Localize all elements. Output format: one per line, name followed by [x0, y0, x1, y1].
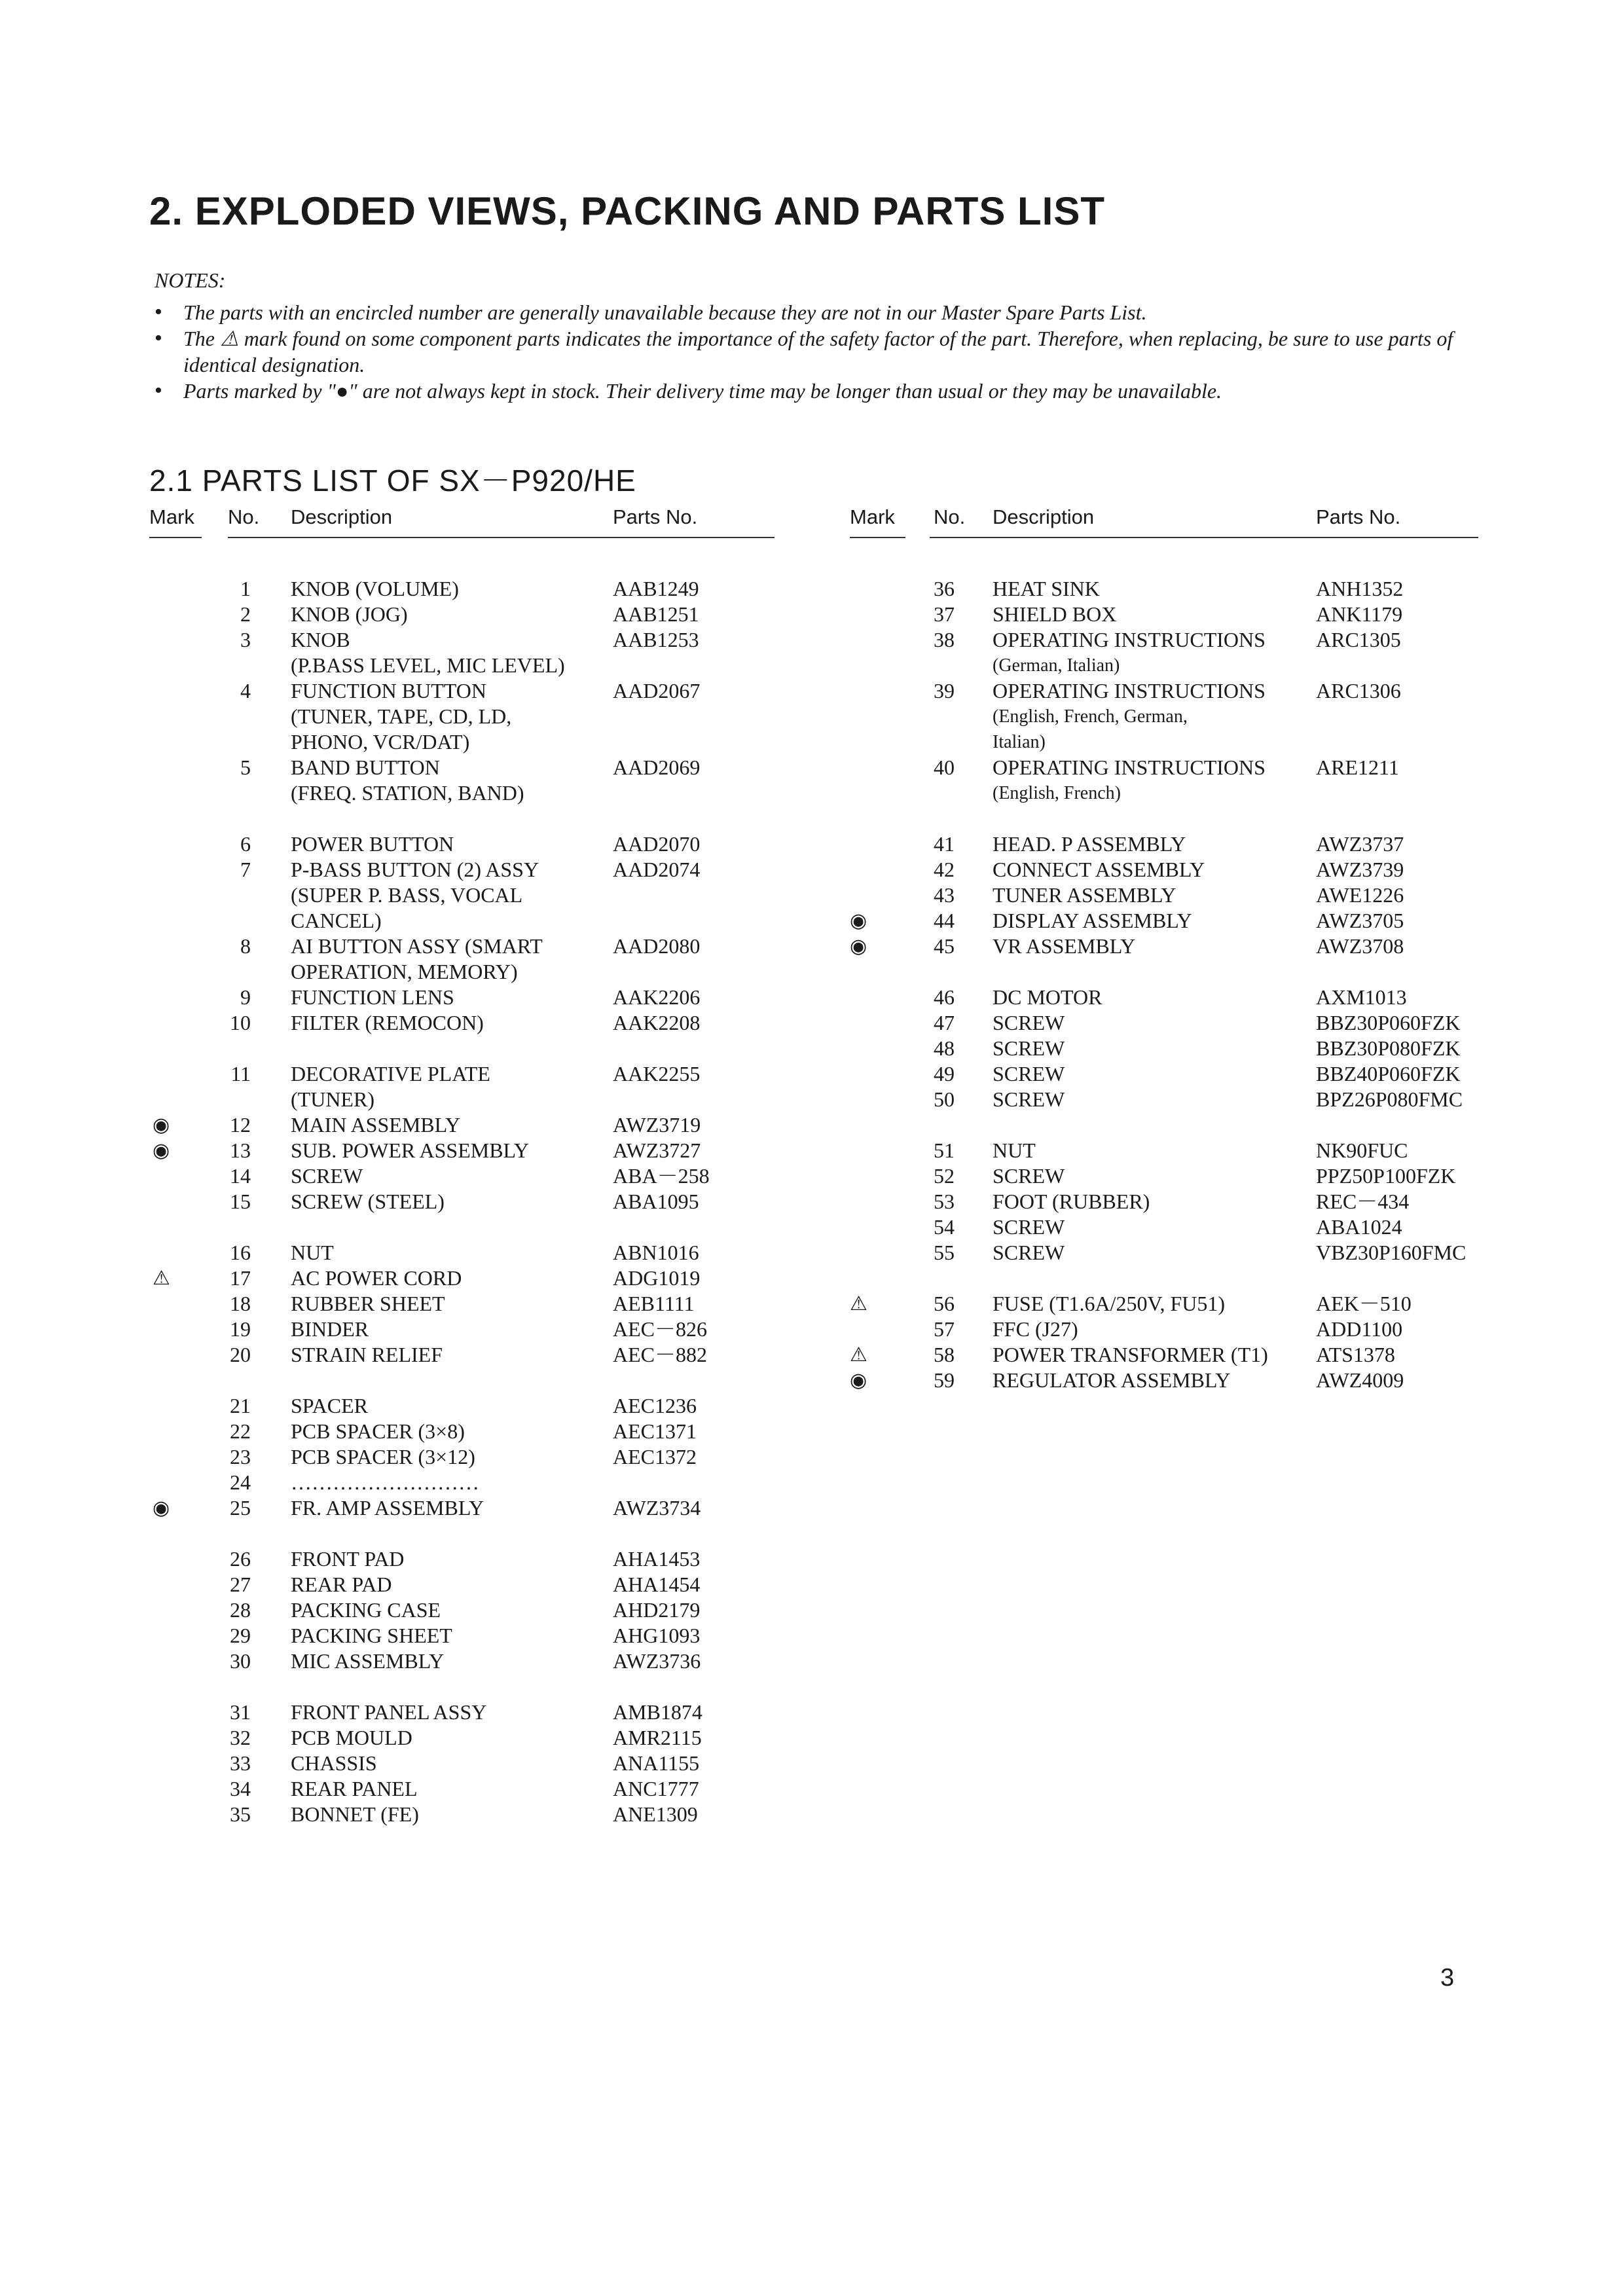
row-number: 16: [230, 1241, 251, 1264]
table-row: [149, 576, 775, 602]
row-parts-no: AAK2255: [613, 1062, 701, 1085]
row-number: 53: [934, 1190, 955, 1213]
row-description: P-BASS BUTTON (2) ASSY: [291, 858, 539, 881]
row-mark: ⚠: [850, 1293, 867, 1315]
table-row: [149, 1495, 775, 1521]
row-parts-no: AWZ3727: [613, 1139, 701, 1162]
row-number: 44: [934, 909, 955, 932]
row-parts-no: AWZ3734: [613, 1496, 701, 1520]
table-row: [850, 1342, 1478, 1368]
row-description: NUT: [291, 1241, 334, 1264]
table-row: [149, 627, 775, 653]
table-row: [850, 831, 1478, 857]
row-description: SUB. POWER ASSEMBLY: [291, 1139, 529, 1162]
row-parts-no: BBZ30P080FZK: [1316, 1036, 1461, 1060]
row-description: (TUNER, TAPE, CD, LD,: [291, 704, 512, 728]
table-row: [149, 831, 775, 857]
row-parts-no: ANH1352: [1316, 577, 1404, 600]
row-parts-no: AWZ3705: [1316, 909, 1404, 932]
row-description: KNOB: [291, 628, 350, 651]
row-description: SCREW (STEEL): [291, 1190, 445, 1213]
row-number: 5: [240, 756, 251, 779]
row-number: 59: [934, 1368, 955, 1392]
table-row: [850, 1214, 1478, 1240]
row-description: PCB SPACER (3×8): [291, 1419, 465, 1443]
row-description: AC POWER CORD: [291, 1266, 462, 1290]
row-parts-no: ABA1095: [613, 1190, 699, 1213]
table-row: [850, 985, 1478, 1010]
row-description: CONNECT ASSEMBLY: [993, 858, 1205, 881]
row-number: 58: [934, 1343, 955, 1366]
row-number: 37: [934, 602, 955, 626]
row-description: SCREW: [993, 1062, 1065, 1085]
table-row: [149, 1470, 775, 1495]
table-row: [850, 729, 1478, 755]
row-parts-no: AWZ3736: [613, 1649, 701, 1673]
table-row: [149, 883, 775, 908]
row-number: 41: [934, 832, 955, 856]
row-parts-no: ANE1309: [613, 1802, 698, 1826]
table-row: [149, 908, 775, 934]
table-row: [149, 985, 775, 1010]
row-description: (TUNER): [291, 1087, 374, 1111]
table-row: [149, 1317, 775, 1342]
row-parts-no: AAD2080: [613, 934, 701, 958]
table-row: [850, 857, 1478, 883]
row-parts-no: AWZ3708: [1316, 934, 1404, 958]
row-number: 8: [240, 934, 251, 958]
row-parts-no: AAB1249: [613, 577, 699, 600]
row-description: FOOT (RUBBER): [993, 1190, 1150, 1213]
row-description: PCB MOULD: [291, 1726, 412, 1749]
row-mark: ◉: [153, 1140, 170, 1161]
table-row: [149, 1112, 775, 1138]
row-parts-no: ABA－258: [613, 1164, 710, 1188]
row-number: 13: [230, 1139, 251, 1162]
row-number: 19: [230, 1317, 251, 1341]
row-parts-no: AEC1236: [613, 1394, 697, 1417]
row-description: SCREW: [291, 1164, 363, 1188]
row-number: 25: [230, 1496, 251, 1520]
row-number: 32: [230, 1726, 251, 1749]
row-description: REGULATOR ASSEMBLY: [993, 1368, 1231, 1392]
table-row: [149, 1163, 775, 1189]
header-underline: [930, 537, 1478, 538]
row-number: 55: [934, 1241, 955, 1264]
row-parts-no: AAK2208: [613, 1011, 701, 1034]
row-number: 1: [240, 577, 251, 600]
note-item: • The ⚠ mark found on some component parts indicates the importance of the safety factor of the part. Therefore, when replacing, be sure to use parts of identical designation.: [155, 325, 1490, 378]
row-parts-no: ATS1378: [1316, 1343, 1395, 1366]
row-description: KNOB (JOG): [291, 602, 408, 626]
table-row: [149, 1138, 775, 1163]
table-body: [149, 576, 775, 1827]
row-number: 48: [934, 1036, 955, 1060]
row-description: MIC ASSEMBLY: [291, 1649, 445, 1673]
row-description: CHASSIS: [291, 1751, 377, 1775]
row-description: Italian): [993, 732, 1046, 752]
header-description: Description: [993, 505, 1095, 528]
table-header: [149, 503, 775, 537]
row-description: DISPLAY ASSEMBLY: [993, 909, 1192, 932]
table-row: [149, 1572, 775, 1597]
row-description: (German, Italian): [993, 655, 1120, 676]
table-row: [149, 729, 775, 755]
row-parts-no: AHG1093: [613, 1624, 701, 1647]
row-mark: ⚠: [850, 1344, 867, 1366]
row-description: SHIELD BOX: [993, 602, 1117, 626]
table-row: [149, 1342, 775, 1368]
row-parts-no: AEB1111: [613, 1292, 695, 1315]
row-description: STRAIN RELIEF: [291, 1343, 443, 1366]
row-number: 36: [934, 577, 955, 600]
table-row: [149, 755, 775, 780]
table-row: [850, 678, 1478, 704]
table-row: [149, 1751, 775, 1776]
table-row: [850, 653, 1478, 678]
row-description: (SUPER P. BASS, VOCAL: [291, 883, 523, 907]
row-parts-no: ARC1306: [1316, 679, 1401, 702]
row-description: REAR PANEL: [291, 1777, 418, 1800]
row-number: 51: [934, 1139, 955, 1162]
row-number: 34: [230, 1777, 251, 1800]
table-row: [149, 1266, 775, 1291]
row-number: 57: [934, 1317, 955, 1341]
row-parts-no: AEC1371: [613, 1419, 697, 1443]
row-parts-no: AWE1226: [1316, 883, 1404, 907]
table-row: [149, 602, 775, 627]
row-number: 12: [230, 1113, 251, 1137]
row-number: 47: [934, 1011, 955, 1034]
header-underline: [228, 537, 775, 538]
row-description: BAND BUTTON: [291, 756, 440, 779]
table-header: [850, 503, 1478, 537]
row-parts-no: ADD1100: [1316, 1317, 1403, 1341]
row-description: NUT: [993, 1139, 1036, 1162]
row-description: TUNER ASSEMBLY: [993, 883, 1176, 907]
row-number: 46: [934, 985, 955, 1009]
table-row: [850, 1010, 1478, 1036]
table-body: [850, 576, 1478, 1393]
row-description: RUBBER SHEET: [291, 1292, 445, 1315]
row-description: FUNCTION LENS: [291, 985, 454, 1009]
row-parts-no: AWZ3737: [1316, 832, 1404, 856]
row-description: FRONT PAD: [291, 1547, 405, 1571]
row-mark: ◉: [153, 1497, 170, 1519]
row-number: 6: [240, 832, 251, 856]
table-row: [149, 1087, 775, 1112]
row-parts-no: ANK1179: [1316, 602, 1403, 626]
table-row: [850, 908, 1478, 934]
table-row: [149, 934, 775, 959]
page-number: 3: [1440, 1964, 1455, 1992]
section-subtitle: 2.1 PARTS LIST OF SX－P920/HE: [149, 464, 636, 498]
row-parts-no: AMR2115: [613, 1726, 702, 1749]
row-description: FFC (J27): [993, 1317, 1078, 1341]
row-number: 54: [934, 1215, 955, 1239]
row-parts-no: AXM1013: [1316, 985, 1407, 1009]
row-description: PHONO, VCR/DAT): [291, 730, 470, 754]
row-description: REAR PAD: [291, 1573, 392, 1596]
table-row: [850, 883, 1478, 908]
table-row: [850, 1138, 1478, 1163]
row-number: 52: [934, 1164, 955, 1188]
table-row: [149, 1623, 775, 1649]
row-parts-no: AHA1454: [613, 1573, 701, 1596]
row-description: PACKING CASE: [291, 1598, 441, 1622]
row-parts-no: REC－434: [1316, 1190, 1410, 1213]
row-parts-no: AAK2206: [613, 985, 701, 1009]
row-description: VR ASSEMBLY: [993, 934, 1136, 958]
row-description: CANCEL): [291, 909, 382, 932]
notes-section: [155, 268, 1490, 404]
table-row: [850, 1036, 1478, 1061]
row-description: SCREW: [993, 1241, 1065, 1264]
note-item: • Parts marked by "●" are not always kept in stock. Their delivery time may be longer than usual or they may be unavailable.: [155, 378, 1490, 404]
row-number: 30: [230, 1649, 251, 1673]
row-parts-no: AHD2179: [613, 1598, 701, 1622]
table-row: [149, 1649, 775, 1674]
row-number: 23: [230, 1445, 251, 1468]
row-number: 15: [230, 1190, 251, 1213]
row-number: 35: [230, 1802, 251, 1826]
table-row: [850, 1061, 1478, 1087]
table-row: [149, 653, 775, 678]
row-number: 29: [230, 1624, 251, 1647]
row-parts-no: AWZ3719: [613, 1113, 701, 1137]
header-mark: Mark: [149, 505, 194, 528]
header-description: Description: [291, 505, 393, 528]
row-parts-no: AEK－510: [1316, 1292, 1412, 1315]
row-description: FRONT PANEL ASSY: [291, 1700, 487, 1724]
table-row: [149, 1010, 775, 1036]
row-description: DECORATIVE PLATE: [291, 1062, 490, 1085]
row-parts-no: PPZ50P100FZK: [1316, 1164, 1456, 1188]
row-parts-no: AEC－826: [613, 1317, 708, 1341]
row-description: SCREW: [993, 1011, 1065, 1034]
table-row: [850, 1240, 1478, 1266]
table-row: [149, 704, 775, 729]
table-row: [149, 1393, 775, 1419]
row-parts-no: AWZ4009: [1316, 1368, 1404, 1392]
table-row: [149, 1776, 775, 1802]
header-underline: [149, 537, 202, 538]
row-parts-no: ABA1024: [1316, 1215, 1402, 1239]
header-no: No.: [228, 505, 260, 528]
row-description: FUNCTION BUTTON: [291, 679, 486, 702]
table-row: [149, 857, 775, 883]
row-number: 31: [230, 1700, 251, 1724]
header-mark: Mark: [850, 505, 895, 528]
row-mark: ⚠: [153, 1267, 170, 1289]
row-description: FR. AMP ASSEMBLY: [291, 1496, 484, 1520]
notes-heading: NOTES:: [155, 268, 226, 292]
row-description: AI BUTTON ASSY (SMART: [291, 934, 543, 958]
table-row: [850, 934, 1478, 959]
table-row: [850, 576, 1478, 602]
row-parts-no: AEC－882: [613, 1343, 708, 1366]
row-number: 39: [934, 679, 955, 702]
row-description: HEAD. P ASSEMBLY: [993, 832, 1186, 856]
row-description: OPERATING INSTRUCTIONS: [993, 679, 1266, 702]
row-number: 4: [240, 679, 251, 702]
row-number: 50: [934, 1087, 955, 1111]
row-parts-no: ARE1211: [1316, 756, 1399, 779]
row-description: SCREW: [993, 1036, 1065, 1060]
row-number: 20: [230, 1343, 251, 1366]
row-number: 38: [934, 628, 955, 651]
row-description: BONNET (FE): [291, 1802, 419, 1826]
row-number: 27: [230, 1573, 251, 1596]
table-row: [850, 1291, 1478, 1317]
row-parts-no: AAB1251: [613, 602, 699, 626]
table-row: [149, 1419, 775, 1444]
row-number: 56: [934, 1292, 955, 1315]
table-row: [149, 1802, 775, 1827]
row-description: (English, French, German,: [993, 706, 1188, 727]
row-description: PCB SPACER (3×12): [291, 1445, 475, 1468]
row-description: (P.BASS LEVEL, MIC LEVEL): [291, 653, 565, 677]
row-parts-no: AAD2067: [613, 679, 701, 702]
row-description: OPERATING INSTRUCTIONS: [993, 756, 1266, 779]
parts-table-right: [850, 503, 1478, 1393]
row-parts-no: AWZ3739: [1316, 858, 1404, 881]
row-number: 28: [230, 1598, 251, 1622]
row-description: DC MOTOR: [993, 985, 1103, 1009]
row-parts-no: ANC1777: [613, 1777, 699, 1800]
row-number: 33: [230, 1751, 251, 1775]
row-parts-no: ARC1305: [1316, 628, 1401, 651]
table-row: [149, 678, 775, 704]
row-number: 49: [934, 1062, 955, 1085]
row-parts-no: AAD2069: [613, 756, 701, 779]
row-number: 24: [230, 1470, 251, 1494]
table-row: [850, 1317, 1478, 1342]
row-number: 45: [934, 934, 955, 958]
row-parts-no: BBZ40P060FZK: [1316, 1062, 1461, 1085]
row-number: 21: [230, 1394, 251, 1417]
row-number: 2: [240, 602, 251, 626]
row-mark: ◉: [850, 910, 867, 932]
row-description: ………………………: [291, 1470, 479, 1494]
table-row: [850, 1163, 1478, 1189]
row-number: 10: [230, 1011, 251, 1034]
row-parts-no: NK90FUC: [1316, 1139, 1408, 1162]
row-description: HEAT SINK: [993, 577, 1100, 600]
row-number: 40: [934, 756, 955, 779]
row-description: SCREW: [993, 1087, 1065, 1111]
row-description: FUSE (T1.6A/250V, FU51): [993, 1292, 1225, 1315]
row-number: 17: [230, 1266, 251, 1290]
table-row: [149, 1725, 775, 1751]
table-row: [149, 1444, 775, 1470]
header-underline: [850, 537, 905, 538]
row-number: 26: [230, 1547, 251, 1571]
row-description: SCREW: [993, 1164, 1065, 1188]
table-row: [149, 780, 775, 806]
note-item: • The parts with an encircled number are generally unavailable because they are not in our Master Spare Parts List.: [155, 299, 1490, 325]
table-row: [149, 1189, 775, 1214]
row-number: 11: [230, 1062, 251, 1085]
row-parts-no: ABN1016: [613, 1241, 699, 1264]
row-mark: ◉: [850, 936, 867, 957]
row-parts-no: AAD2074: [613, 858, 701, 881]
table-row: [149, 1546, 775, 1572]
table-row: [850, 602, 1478, 627]
header-no: No.: [934, 505, 966, 528]
row-parts-no: VBZ30P160FMC: [1316, 1241, 1467, 1264]
table-row: [850, 1189, 1478, 1214]
row-parts-no: AEC1372: [613, 1445, 697, 1468]
row-parts-no: AHA1453: [613, 1547, 701, 1571]
row-mark: ◉: [850, 1370, 867, 1391]
row-number: 42: [934, 858, 955, 881]
row-number: 9: [240, 985, 251, 1009]
row-description: PACKING SHEET: [291, 1624, 452, 1647]
row-description: BINDER: [291, 1317, 369, 1341]
row-parts-no: AAB1253: [613, 628, 699, 651]
row-description: MAIN ASSEMBLY: [291, 1113, 461, 1137]
row-number: 3: [240, 628, 251, 651]
row-number: 18: [230, 1292, 251, 1315]
row-parts-no: AAD2070: [613, 832, 701, 856]
row-parts-no: BBZ30P060FZK: [1316, 1011, 1461, 1034]
page-title: 2. EXPLODED VIEWS, PACKING AND PARTS LIST: [149, 189, 1106, 233]
row-description: FILTER (REMOCON): [291, 1011, 484, 1034]
row-number: 43: [934, 883, 955, 907]
table-row: [850, 780, 1478, 806]
row-description: POWER BUTTON: [291, 832, 454, 856]
row-parts-no: ANA1155: [613, 1751, 700, 1775]
row-description: OPERATING INSTRUCTIONS: [993, 628, 1266, 651]
row-description: SCREW: [993, 1215, 1065, 1239]
row-description: OPERATION, MEMORY): [291, 960, 518, 983]
row-number: 7: [240, 858, 251, 881]
table-row: [850, 1368, 1478, 1393]
table-row: [850, 755, 1478, 780]
table-row: [850, 627, 1478, 653]
row-description: POWER TRANSFORMER (T1): [993, 1343, 1268, 1366]
row-description: (English, French): [993, 783, 1121, 803]
header-parts-no: Parts No.: [1316, 505, 1401, 528]
row-mark: ◉: [153, 1114, 170, 1136]
table-row: [850, 704, 1478, 729]
row-description: (FREQ. STATION, BAND): [291, 781, 524, 805]
row-description: SPACER: [291, 1394, 368, 1417]
row-parts-no: ADG1019: [613, 1266, 701, 1290]
row-description: KNOB (VOLUME): [291, 577, 459, 600]
table-row: [149, 1597, 775, 1623]
table-row: [149, 1061, 775, 1087]
table-row: [149, 1240, 775, 1266]
table-row: [850, 1087, 1478, 1112]
table-row: [149, 1700, 775, 1725]
row-parts-no: AMB1874: [613, 1700, 702, 1724]
table-row: [149, 959, 775, 985]
notes-list: [155, 299, 1490, 404]
row-number: 22: [230, 1419, 251, 1443]
row-number: 14: [230, 1164, 251, 1188]
table-row: [149, 1291, 775, 1317]
row-parts-no: BPZ26P080FMC: [1316, 1087, 1463, 1111]
parts-table-left: [149, 503, 775, 1827]
header-parts-no: Parts No.: [613, 505, 698, 528]
